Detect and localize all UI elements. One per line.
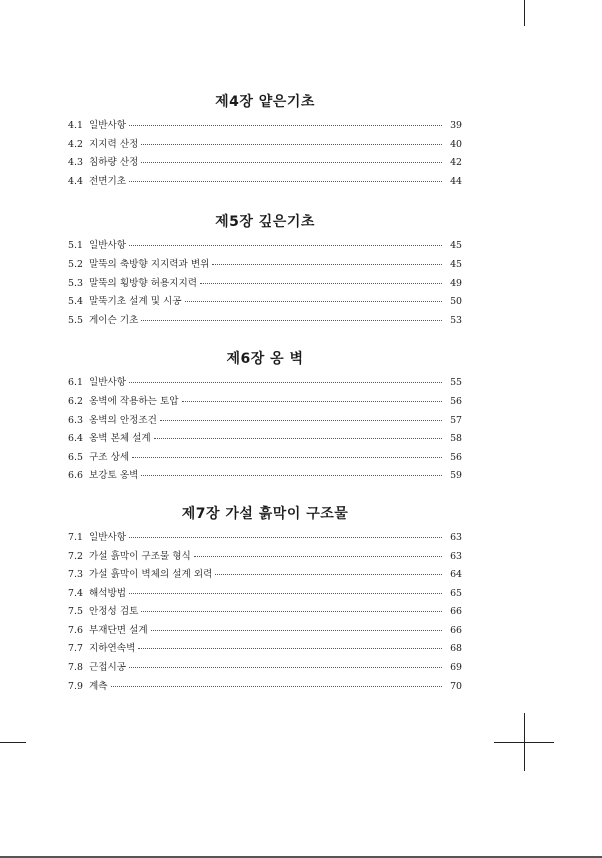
page-number: 56 (450, 451, 462, 463)
page-number: 59 (450, 470, 462, 482)
dot-leader (185, 300, 442, 302)
crop-mark-bottom-left-horizontal (0, 742, 26, 743)
section-number: 7.8 (68, 662, 83, 674)
section-number: 4.4 (68, 175, 83, 187)
toc-entry[interactable] (68, 529, 462, 548)
dot-leader (129, 666, 442, 668)
toc-entry[interactable] (68, 566, 462, 585)
section-title: 말뚝의 축방향 지지력과 변위 (89, 258, 210, 270)
section-title: 말뚝기초 설계 및 시공 (89, 296, 182, 308)
toc-entry[interactable] (68, 622, 462, 641)
section-number: 6.4 (68, 433, 83, 445)
section-title: 침하량 산정 (89, 157, 139, 169)
page-number: 57 (450, 414, 462, 426)
section-number: 7.9 (68, 680, 83, 692)
chapter-title: 제6장 옹 벽 (226, 351, 304, 368)
section-title: 가설 흙막이 벽체의 설계 외력 (89, 569, 213, 581)
page-number: 66 (450, 606, 462, 618)
table-of-contents (68, 92, 462, 696)
dot-leader (160, 419, 442, 421)
toc-entry[interactable] (68, 374, 462, 393)
dot-leader (111, 685, 442, 687)
dot-leader (215, 573, 442, 575)
dot-leader (200, 282, 442, 284)
section-number: 7.7 (68, 643, 83, 655)
dot-leader (129, 381, 442, 383)
toc-entry[interactable] (68, 275, 462, 294)
section-number: 7.1 (68, 531, 83, 543)
page-number: 64 (450, 569, 462, 581)
toc-entry[interactable] (68, 640, 462, 659)
toc-entry[interactable] (68, 412, 462, 431)
dot-leader (154, 437, 442, 439)
page-number: 45 (450, 258, 462, 270)
section-number: 4.3 (68, 157, 83, 169)
page-number: 63 (450, 550, 462, 562)
toc-entry[interactable] (68, 173, 462, 192)
toc-entry[interactable] (68, 678, 462, 697)
section-title: 계측 (89, 680, 108, 692)
page-number: 40 (450, 138, 462, 150)
section-title: 부재단면 설계 (89, 624, 148, 636)
dot-leader (141, 161, 442, 163)
section-number: 6.2 (68, 395, 83, 407)
toc-entry[interactable] (68, 659, 462, 678)
page-number: 66 (450, 624, 462, 636)
dot-leader (141, 319, 442, 321)
section-number: 7.4 (68, 587, 83, 599)
page-number: 55 (450, 377, 462, 389)
section-title: 옹벽의 안정조건 (89, 414, 157, 426)
section-title: 게이슨 기초 (89, 314, 139, 326)
crop-mark-top-vertical (524, 0, 525, 26)
page-number: 70 (450, 680, 462, 692)
section-number: 6.1 (68, 377, 83, 389)
dot-leader (129, 244, 442, 246)
section-number: 7.2 (68, 550, 83, 562)
section-number: 5.3 (68, 277, 83, 289)
section-number: 7.3 (68, 569, 83, 581)
chapter-6 (68, 349, 462, 486)
section-title: 말뚝의 횡방향 허용지지력 (89, 277, 198, 289)
section-title: 안정성 검토 (89, 606, 139, 618)
page-number: 65 (450, 587, 462, 599)
section-title: 옹벽에 작용하는 토압 (89, 395, 179, 407)
section-number: 5.1 (68, 240, 83, 252)
page-number: 68 (450, 643, 462, 655)
dot-leader (141, 474, 442, 476)
chapter-title: 제5장 깊은기초 (215, 214, 315, 231)
section-title: 지지력 산정 (89, 138, 139, 150)
page-number: 49 (450, 277, 462, 289)
toc-entry[interactable] (68, 154, 462, 173)
toc-entry[interactable] (68, 136, 462, 155)
section-title: 구조 상세 (89, 451, 130, 463)
toc-entry[interactable] (68, 603, 462, 622)
section-title: 보강토 옹벽 (89, 470, 139, 482)
toc-entry[interactable] (68, 585, 462, 604)
crop-mark-bottom-right-vertical (524, 713, 525, 771)
dot-leader (212, 263, 442, 265)
chapter-title: 제4장 얕은기초 (215, 94, 315, 110)
page-number: 56 (450, 395, 462, 407)
section-title: 일반사항 (89, 377, 127, 389)
dot-leader (129, 536, 442, 538)
section-number: 4.1 (68, 120, 83, 131)
chapter-7 (68, 504, 462, 696)
dot-leader (141, 143, 442, 145)
section-title: 가설 흙막이 구조물 형식 (89, 550, 191, 562)
section-title: 근접시공 (89, 662, 127, 674)
section-title: 일반사항 (89, 240, 127, 252)
page-number: 50 (450, 296, 462, 308)
page-number: 58 (450, 433, 462, 445)
dot-leader (132, 456, 442, 458)
page-number: 44 (450, 175, 462, 187)
toc-entry[interactable] (68, 293, 462, 312)
dot-leader (141, 610, 442, 612)
dot-leader (194, 555, 442, 557)
toc-entry[interactable] (68, 237, 462, 256)
toc-entry[interactable] (68, 393, 462, 412)
section-title: 일반사항 (89, 120, 127, 131)
toc-entry[interactable] (68, 256, 462, 275)
dot-leader (138, 647, 442, 649)
dot-leader (182, 400, 442, 402)
dot-leader (129, 180, 442, 182)
section-title: 지하연속벽 (89, 643, 136, 655)
page-number: 42 (450, 157, 462, 169)
section-number: 6.6 (68, 470, 83, 482)
section-number: 4.2 (68, 138, 83, 150)
toc-entry[interactable] (68, 548, 462, 567)
dot-leader (151, 629, 442, 631)
section-number: 6.3 (68, 414, 83, 426)
section-title: 옹벽 본체 설계 (89, 433, 151, 445)
page-number: 63 (450, 531, 462, 543)
section-number: 5.5 (68, 314, 83, 326)
toc-entry[interactable] (68, 430, 462, 449)
section-title: 일반사항 (89, 531, 127, 543)
page-number: 69 (450, 662, 462, 674)
section-title: 해석방법 (89, 587, 127, 599)
toc-entry[interactable] (68, 117, 462, 136)
page-number: 39 (450, 120, 462, 131)
toc-entry[interactable] (68, 449, 462, 468)
dot-leader (129, 592, 442, 594)
chapter-4 (68, 92, 462, 191)
section-number: 7.5 (68, 606, 83, 618)
section-number: 7.6 (68, 624, 83, 636)
chapter-title: 제7장 가설 흙막이 구조물 (181, 505, 349, 522)
section-title: 전면기초 (89, 175, 127, 187)
page-number: 53 (450, 314, 462, 326)
section-number: 5.4 (68, 296, 83, 308)
chapter-5 (68, 212, 462, 330)
section-number: 6.5 (68, 451, 83, 463)
toc-entry[interactable] (68, 312, 462, 331)
toc-entry[interactable] (68, 467, 462, 486)
dot-leader (129, 124, 442, 126)
page-number: 45 (450, 240, 462, 252)
section-number: 5.2 (68, 258, 83, 270)
